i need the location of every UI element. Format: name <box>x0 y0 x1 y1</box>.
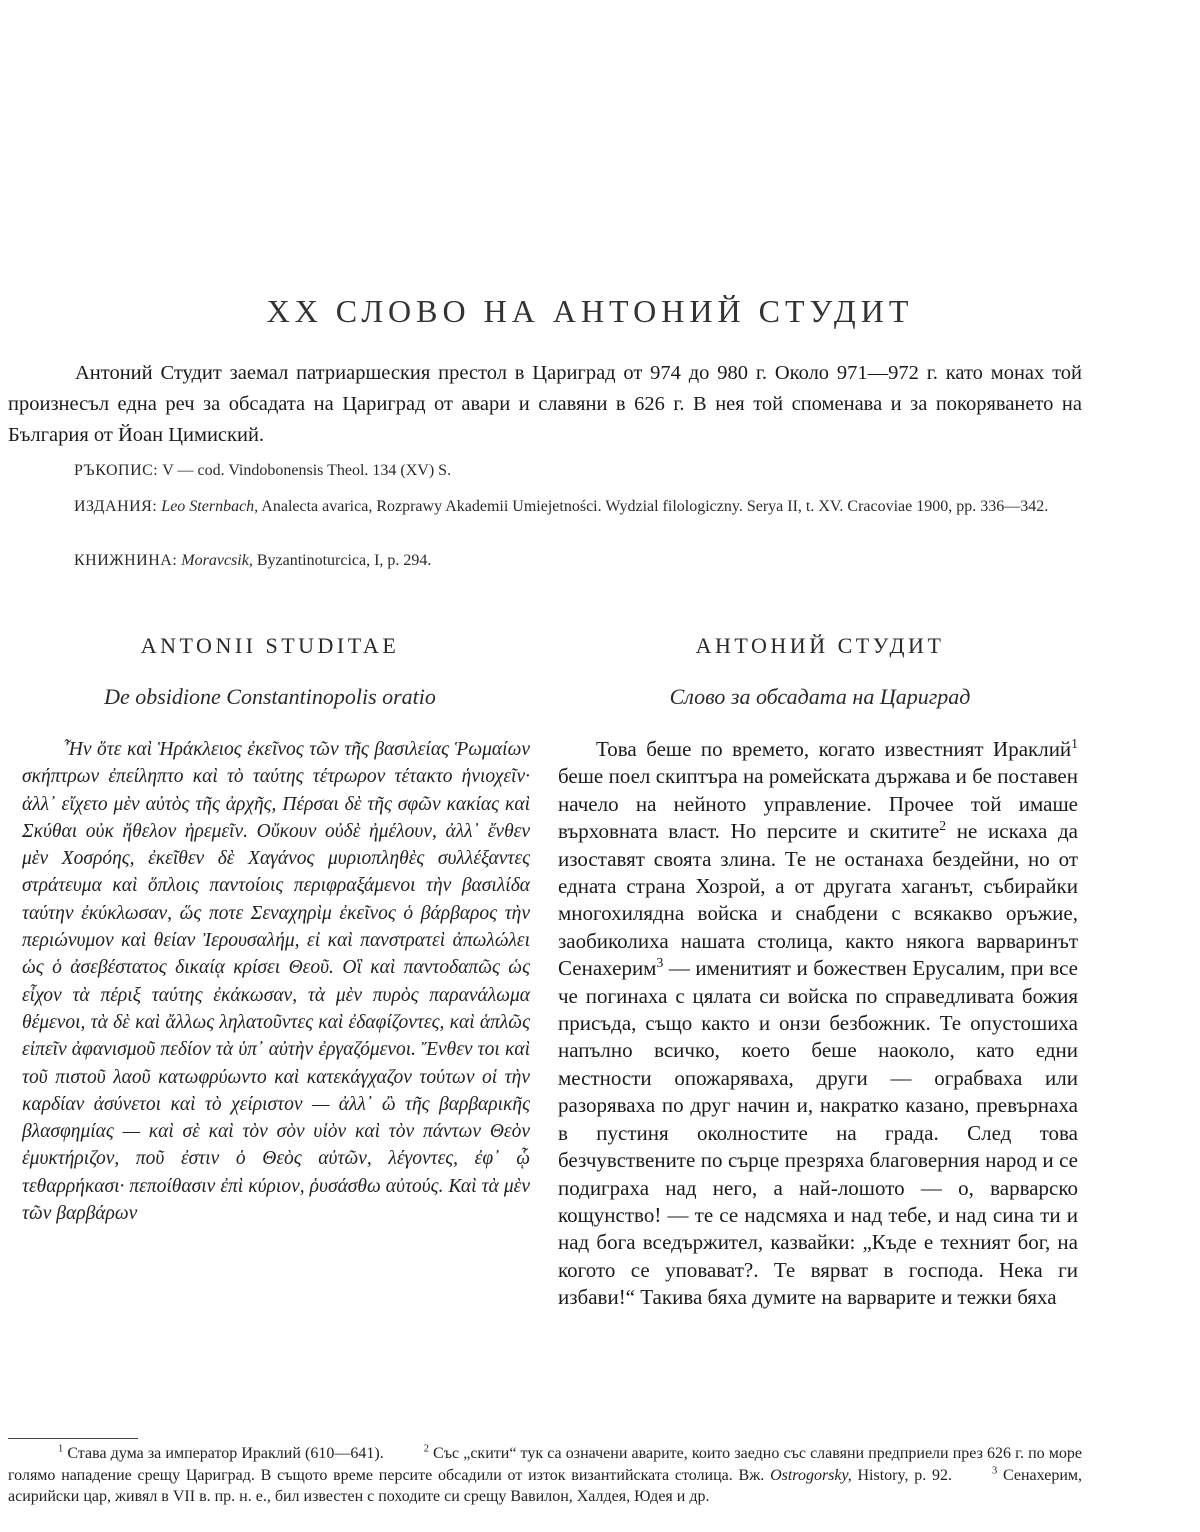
intro-paragraph: Антоний Студит заемал патриаршеския престол в Цариград от 974 до 980 г. Около 971—972 г. като монах той произнесъл една реч за обсадата на Цариград от авари и славяни в 626 г. В нея той споменава и за покоряването на България от Йоан Цимиский. <box>8 362 1082 446</box>
footnote-marker-1: 1 <box>1071 736 1078 751</box>
footnote-2-end: History, p. 92. <box>857 1466 953 1484</box>
footnote-marker-3: 3 <box>656 955 664 971</box>
editions-author: Leo Sternbach, <box>161 498 259 515</box>
editions-line <box>8 496 1082 518</box>
footnote-number-3: 3 <box>992 1465 998 1477</box>
manuscript-label: РЪКОПИС: <box>74 462 159 479</box>
latin-column-subtitle: De obsidione Constantinopolis oratio <box>104 684 436 709</box>
literature-line <box>8 550 1082 572</box>
editions-label: ИЗДАНИЯ: <box>74 498 158 515</box>
literature-author: Moravcsik, <box>181 552 253 569</box>
footnote-text-2: Със „скити“ тук са означени аварите, които заедно със славяни предприели през 626 г. по море голямо нападение срещу Цариград. В същото време персите обсадили от изток византийската столица. Вж. <box>8 1445 1083 1484</box>
footnotes <box>8 1443 1082 1508</box>
footnote-text-3: Сенахерим, асирийски цар, живял в VII в. пр. н. е., бил известен с походите си срещу Вавилон, Халдея, Юдея и др. <box>8 1466 1083 1505</box>
bulgarian-text-part-2: беше поел скиптъра на ромейската държава и бе поставен начело на нейното управление. Прочее той имаше върховната власт. Но персите и скитите <box>558 764 1078 844</box>
manuscript-text: V — cod. Vindobonensis Theol. 134 (XV) S. <box>162 462 452 479</box>
bulgarian-column-subtitle: Слово за обсадата на Цариград <box>669 684 971 709</box>
manuscript-line <box>8 460 1082 482</box>
literature-label: КНИЖНИНА: <box>74 552 178 569</box>
bulgarian-column-title: АНТОНИЙ СТУДИТ <box>695 633 945 658</box>
literature-text: Byzantinoturcica, I, p. 294. <box>256 552 432 569</box>
footnote-number-1: 1 <box>58 1443 64 1455</box>
footnote-marker-2: 2 <box>939 818 947 834</box>
bulgarian-text-column <box>558 736 1078 1312</box>
bulgarian-text-part-3: не искаха да изоставят своята злина. Те не останаха бездейни, но от едната страна Хозрой, а от другата хаганът, събирайки многохилядна войска и снабдени с всякакво оръжие, заобиколиха нашата столица, както някога варваринът Сенахерим <box>558 819 1078 981</box>
greek-text-column: Ἦν ὅτε καὶ Ἡράκλειος ἐκεῖνος τῶν τῆς βασιλείας Ῥωμαίων σκήπτρων ἐπείληπτο καὶ τὸ ταύτης τέτρωρον τέτακτο ἡνιοχεῖν· ἀλλ᾿ εἴχετο μὲν αὐτὸς τῆς ἀρχῆς, Πέρσαι δὲ τῆς σφῶν κακίας καὶ Σκύθαι οὐκ ἤθελον ἠρεμεῖν. Οὔκουν οὐδὲ ἠμέλουν, ἀλλ᾿ ἔνθεν μὲν Χοσρόης, ἐκεῖθεν δὲ Χαγάνος μυριοπληθὲς συλλέξαντες στράτευμα καὶ ὅπλοις παντοίοις περιφραξάμενοι τὴν βασιλίδα ταύτην ἐκύκλωσαν, ὥς ποτε Σεναχηρὶμ ἐκεῖνος ὁ βάρβαρος τὴν περιώνυμον καὶ θείαν Ἰερουσαλήμ, εἰ καὶ πανστρατεὶ ἀπωλώλει ὡς ὁ ἀσεβέστατος δικαίᾳ κρίσει Θεοῦ. Οἳ καὶ παντοδαπῶς ὡς εἶχον τὰ πέριξ ταύτης ἐκάκωσαν, τὰ μὲν πυρὸς παρανάλωμα θέμενοι, τὰ δὲ καὶ ἄλλως ληλατοῦντες καὶ ἐδαφίζοντες, καὶ ἁπλῶς εἰπεῖν ἀφανισμοῦ πεδίον τὰ ὑπ᾿ αὐτὴν ἐργαζόμενοι. Ἔνθεν τοι καὶ τοῦ πιστοῦ λαοῦ κατωφρύωντο καὶ κατεκάγχαζον τούτων οἱ τὴν καρδίαν ἀσύνετοι καὶ τὸ χείριστον — ἀλλ᾿ ὢ τῆς βαρβαρικῆς βλασφημίας — καὶ σὲ καὶ τὸν σὸν υἱὸν καὶ τὸν πάντων Θεὸν ἐμυκτήριζον, ποῦ ἐστιν ὁ Θεὸς αὐτῶν, λέγοντες, ἐφ᾿ ᾧ τεθαρρήκασι· πεποίθασιν ἐπὶ κύριον, ῥυσάσθω αὐτούς. Καὶ τὰ μὲν τῶν βαρβάρων <box>22 739 530 1225</box>
latin-column-title: ANTONII STUDITAE <box>140 633 400 658</box>
bulgarian-text-part-1: Това беше по времето, когато известният Ираклий <box>596 737 1072 761</box>
editions-text: Analecta avarica, Rozprawy Akademii Umiejetności. Wydzial filologiczny. Serya II, t. XV. Cracoviae 1900, pp. 336—342. <box>261 498 1049 515</box>
footnote-divider <box>8 1438 138 1439</box>
footnote-2-author: Ostrogorsky, <box>770 1466 852 1484</box>
footnote-text-1: Става дума за император Ираклий (610—641). <box>67 1445 384 1462</box>
chapter-title: XX СЛОВО НА АНТОНИЙ СТУДИТ <box>266 293 914 329</box>
footnote-number-2: 2 <box>423 1443 429 1455</box>
bulgarian-text-part-4: — именитият и божествен Ерусалим, при все че погинаха с цялата си войска по справедливата божия присъда, също както и онзи безбожник. Те опустошиха напълно всичко, което беше наоколо, като едни местности опожаряваха, други — ограбваха или разоряваха по друг начин и, накратко казано, превърнаха в пустиня околностите на града. След това безчувствените по сърце презряха благоверния народ и се подиграха над него, а най-лошото — о, варварско кощунство! — те се надсмяха и над тебе, и над сина ти и над бога вседържител, казвайки: „Къде е техният бог, на когото се уповават?. Те вярват в господа. Нека ги избави!“ Такива бяха думите на варварите и тежки бяха <box>558 956 1078 1310</box>
